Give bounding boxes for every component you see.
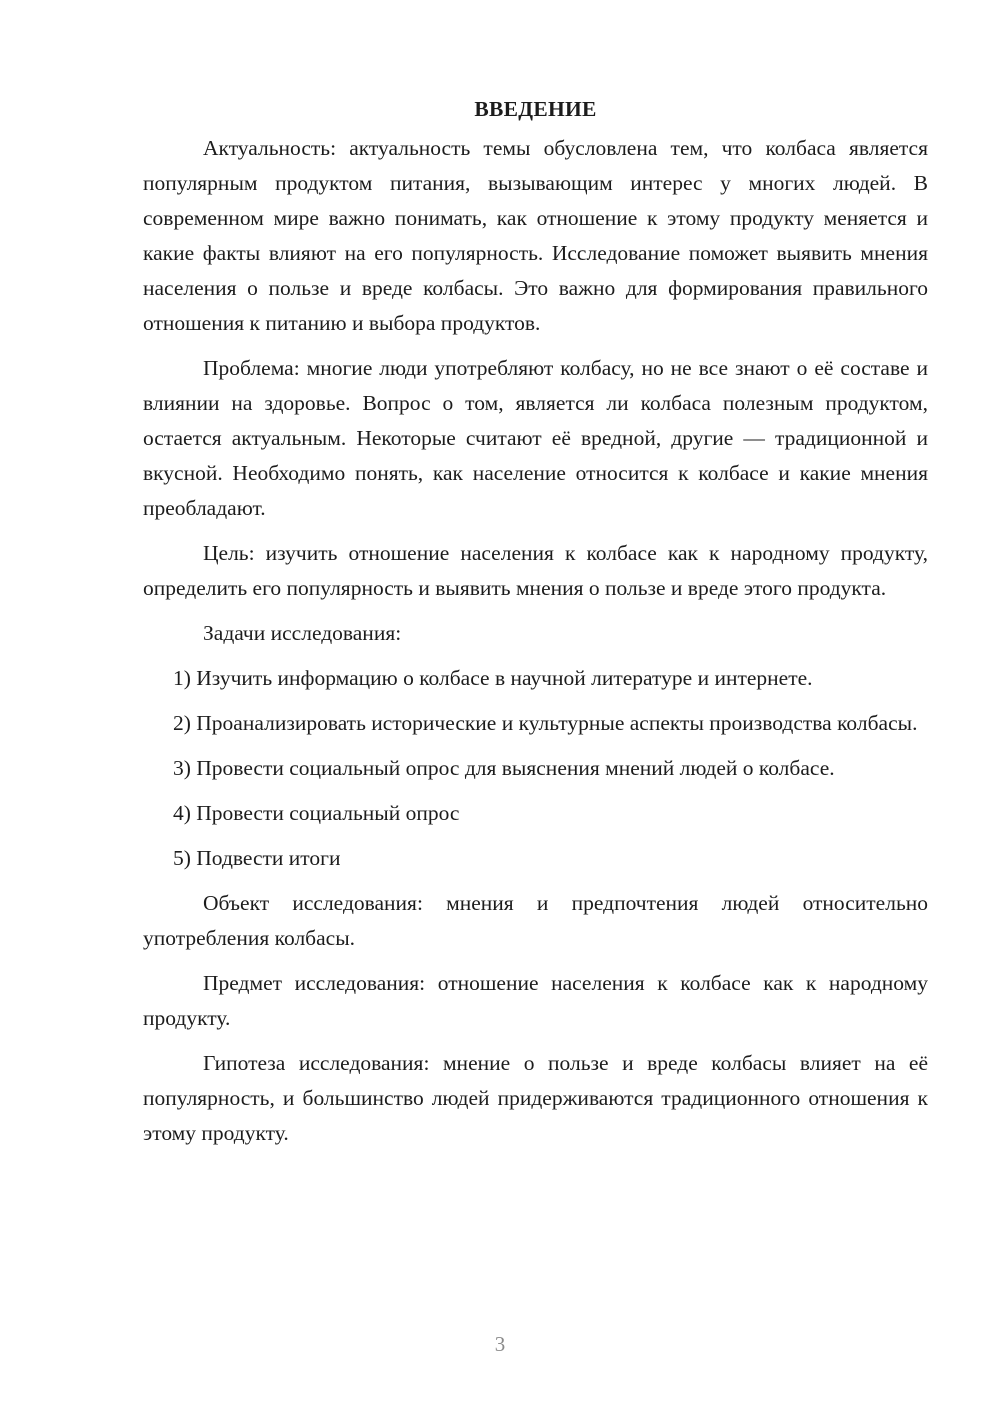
paragraph-problem: Проблема: многие люди употребляют колбасу, но не все знают о её составе и влиянии на здоровье. Вопрос о том, является ли колбаса полезным продуктом, остается актуальным. Некоторые считают её вредной, другие — традиционной и вкусной. Необходимо понять, как население относится к колбасе и какие мнения преобладают. <box>143 356 928 520</box>
task-item-3: 3) Провести социальный опрос для выяснения мнений людей о колбасе. <box>173 756 835 780</box>
paragraph-hypothesis: Гипотеза исследования: мнение о пользе и вреде колбасы влияет на её популярность, и большинство людей придерживаются традиционного отношения к этому продукту. <box>143 1051 928 1145</box>
task-item-1: 1) Изучить информацию о колбасе в научной литературе и интернете. <box>173 666 813 690</box>
paragraph-object: Объект исследования: мнения и предпочтения людей относительно употребления колбасы. <box>143 891 928 950</box>
section-title: ВВЕДЕНИЕ <box>474 97 597 121</box>
paragraph-subject: Предмет исследования: отношение населения к колбасе как к народному продукту. <box>143 971 928 1030</box>
page-number: 3 <box>494 1332 506 1356</box>
paragraph-relevance: Актуальность: актуальность темы обусловлена тем, что колбаса является популярным продуктом питания, вызывающим интерес у многих людей. В современном мире важно понимать, как отношение к этому продукту меняется и какие факты влияют на его популярность. Исследование поможет выявить мнения населения о пользе и вреде колбасы. Это важно для формирования правильного отношения к питанию и выбора продуктов. <box>143 136 928 335</box>
paragraph-tasks-heading: Задачи исследования: <box>203 621 402 645</box>
paragraph-goal: Цель: изучить отношение населения к колбасе как к народному продукту, определить его популярность и выявить мнения о пользе и вреде этого продукта. <box>143 541 928 600</box>
task-item-5: 5) Подвести итоги <box>173 846 341 870</box>
task-item-2: 2) Проанализировать исторические и культурные аспекты производства колбасы. <box>173 711 918 735</box>
document-body <box>143 92 928 1161</box>
task-item-4: 4) Провести социальный опрос <box>173 801 460 825</box>
